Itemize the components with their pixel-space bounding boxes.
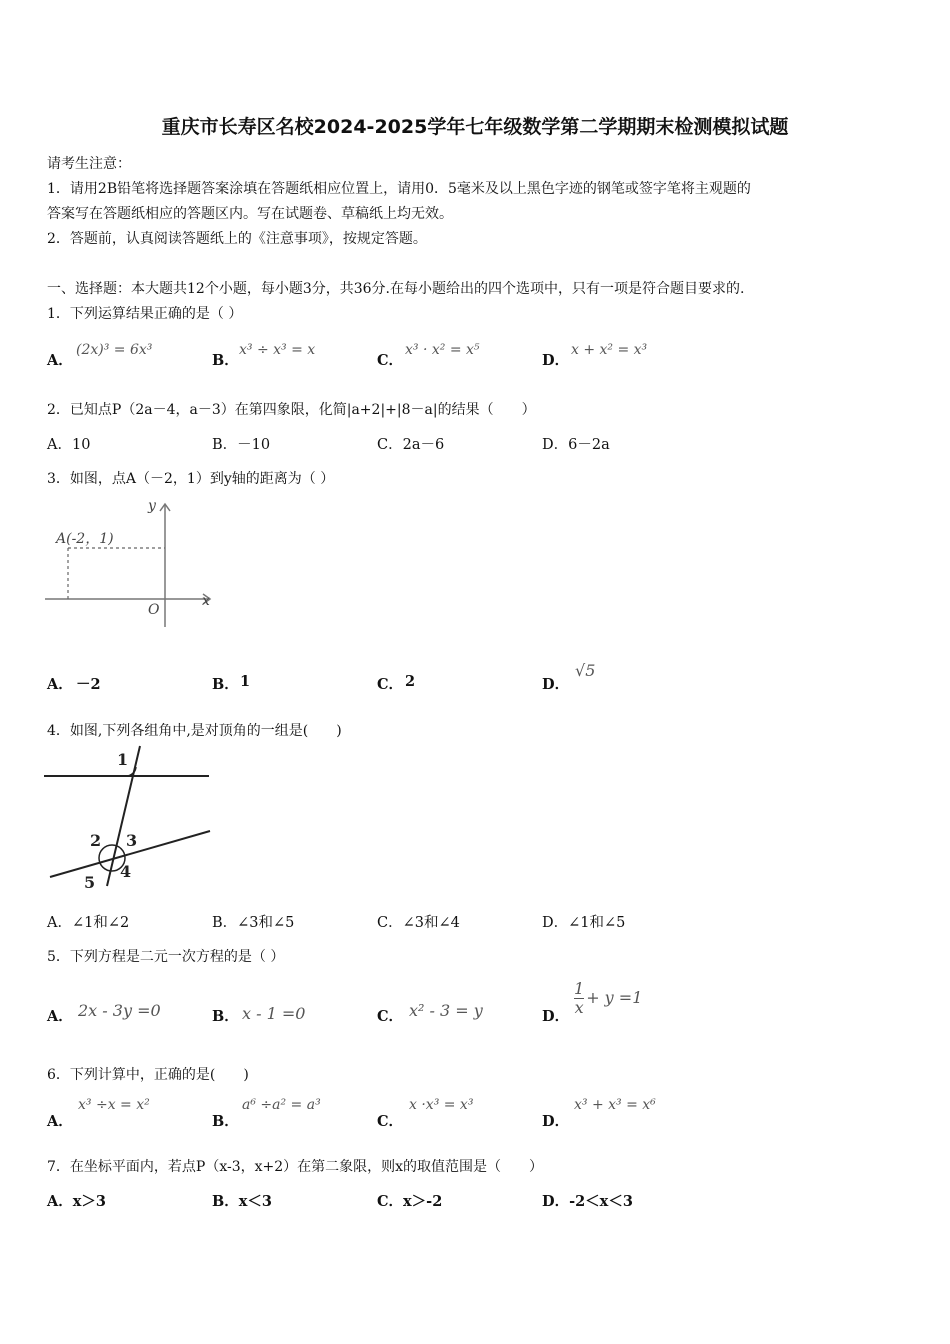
- q4-option-d[interactable]: D．∠1和∠5: [542, 915, 626, 931]
- q1-label-b: B．: [212, 352, 239, 369]
- q6-label-d: D．: [542, 1113, 570, 1130]
- q3-option-a[interactable]: －2: [76, 676, 101, 693]
- q6-option-c[interactable]: x ·x³ = x³: [409, 1097, 474, 1113]
- q6-label-c: C．: [377, 1113, 404, 1130]
- fraction-numerator: 1: [574, 979, 585, 998]
- q3-label-a: A．: [47, 676, 73, 693]
- q1-option-b[interactable]: x³ ÷ x³ = x: [239, 342, 316, 358]
- q7-option-b[interactable]: B．x＜3: [212, 1193, 272, 1210]
- q1-option-c[interactable]: x³ · x² = x⁵: [405, 342, 480, 358]
- q1-option-d[interactable]: x + x² = x³: [571, 342, 648, 358]
- fraction-denominator: x: [574, 998, 584, 1017]
- angles-figure: [42, 744, 214, 894]
- q3-label-b: B．: [212, 676, 239, 693]
- q7-option-a[interactable]: A．x＞3: [47, 1193, 106, 1210]
- q6-option-d[interactable]: x³ + x³ = x⁶: [574, 1097, 656, 1113]
- section-heading: 一、选择题：本大题共12个小题，每小题3分，共36分.在每小题给出的四个选项中，只有一项是符合题目要求的.: [47, 281, 745, 297]
- question-7-stem: 7．在坐标平面内，若点P（x-3，x+2）在第二象限，则x的取值范围是（ ）: [47, 1159, 544, 1175]
- q5-option-a[interactable]: 2x - 3y =0: [78, 1001, 161, 1020]
- fraction: [574, 980, 584, 1017]
- x-axis-label: x: [202, 593, 210, 609]
- q5-option-d[interactable]: [574, 980, 642, 1017]
- question-4-stem: 4．如图,下列各组角中,是对顶角的一组是( ): [47, 723, 342, 739]
- q5-label-b: B．: [212, 1008, 239, 1025]
- q1-option-a[interactable]: (2x)³ = 6x³: [76, 342, 153, 358]
- q3-option-d[interactable]: √5: [575, 661, 596, 680]
- notice-line-1a: 1．请用2B铅笔将选择题答案涂填在答题纸相应位置上，请用0．5毫米及以上黑色字迹的钢笔或签字笔将主观题的: [47, 181, 751, 197]
- angle-4-label: 4: [120, 862, 132, 881]
- q6-option-b[interactable]: a⁶ ÷a² = a³: [242, 1097, 321, 1113]
- q4-option-c[interactable]: C．∠3和∠4: [377, 915, 460, 931]
- question-5-stem: 5．下列方程是二元一次方程的是（ ）: [47, 949, 285, 965]
- q2-option-d[interactable]: D．6－2a: [542, 437, 610, 453]
- q3-label-d: D．: [542, 676, 570, 693]
- q5-label-c: C．: [377, 1008, 404, 1025]
- q3-option-c[interactable]: 2: [405, 673, 416, 690]
- angle-5-label: 5: [84, 873, 96, 892]
- origin-label: O: [148, 602, 160, 618]
- q5-option-b[interactable]: x - 1 =0: [242, 1004, 306, 1023]
- q1-label-a: A．: [47, 352, 73, 369]
- question-2-stem: 2．已知点P（2a－4，a－3）在第四象限，化简|a+2|+|8－a|的结果（ ）: [47, 402, 536, 418]
- angle-1-label: 1: [117, 750, 129, 769]
- question-6-stem: 6．下列计算中，正确的是( ): [47, 1067, 249, 1083]
- angle-2-label: 2: [90, 831, 102, 850]
- point-a-label: A(-2，1): [56, 531, 114, 547]
- coordinate-figure: [40, 492, 230, 632]
- q3-label-c: C．: [377, 676, 404, 693]
- notice-line-1b: 答案写在答题纸相应的答题区内。写在试题卷、草稿纸上均无效。: [47, 206, 453, 222]
- q6-label-a: A．: [47, 1113, 73, 1130]
- q7-option-d[interactable]: D．-2＜x＜3: [542, 1193, 633, 1210]
- angle-3-label: 3: [126, 831, 138, 850]
- question-3-stem: 3．如图，点A（－2，1）到y轴的距离为（ ）: [47, 471, 335, 487]
- q1-label-c: C．: [377, 352, 404, 369]
- q5-label-a: A．: [47, 1008, 73, 1025]
- q4-option-b[interactable]: B．∠3和∠5: [212, 915, 295, 931]
- q3-option-b[interactable]: 1: [240, 673, 251, 690]
- q2-option-a[interactable]: A．10: [47, 437, 91, 453]
- q2-option-c[interactable]: C．2a－6: [377, 437, 445, 453]
- q7-option-c[interactable]: C．x＞-2: [377, 1193, 443, 1210]
- q1-label-d: D．: [542, 352, 570, 369]
- question-1-stem: 1．下列运算结果正确的是（ ）: [47, 306, 243, 322]
- q6-label-b: B．: [212, 1113, 239, 1130]
- notice-heading: 请考生注意：: [47, 156, 131, 172]
- page-title: 重庆市长寿区名校2024-2025学年七年级数学第二学期期末检测模拟试题: [161, 116, 789, 138]
- q2-option-b[interactable]: B．－10: [212, 437, 271, 453]
- q4-option-a[interactable]: A．∠1和∠2: [47, 915, 130, 931]
- q5-option-c[interactable]: x² - 3 = y: [409, 1001, 483, 1020]
- q5-option-d-rest: + y =1: [586, 988, 643, 1007]
- q6-option-a[interactable]: x³ ÷x = x²: [78, 1097, 150, 1113]
- q5-label-d: D．: [542, 1008, 570, 1025]
- y-axis-label: y: [148, 498, 156, 514]
- notice-line-2: 2．答题前，认真阅读答题纸上的《注意事项》，按规定答题。: [47, 231, 427, 247]
